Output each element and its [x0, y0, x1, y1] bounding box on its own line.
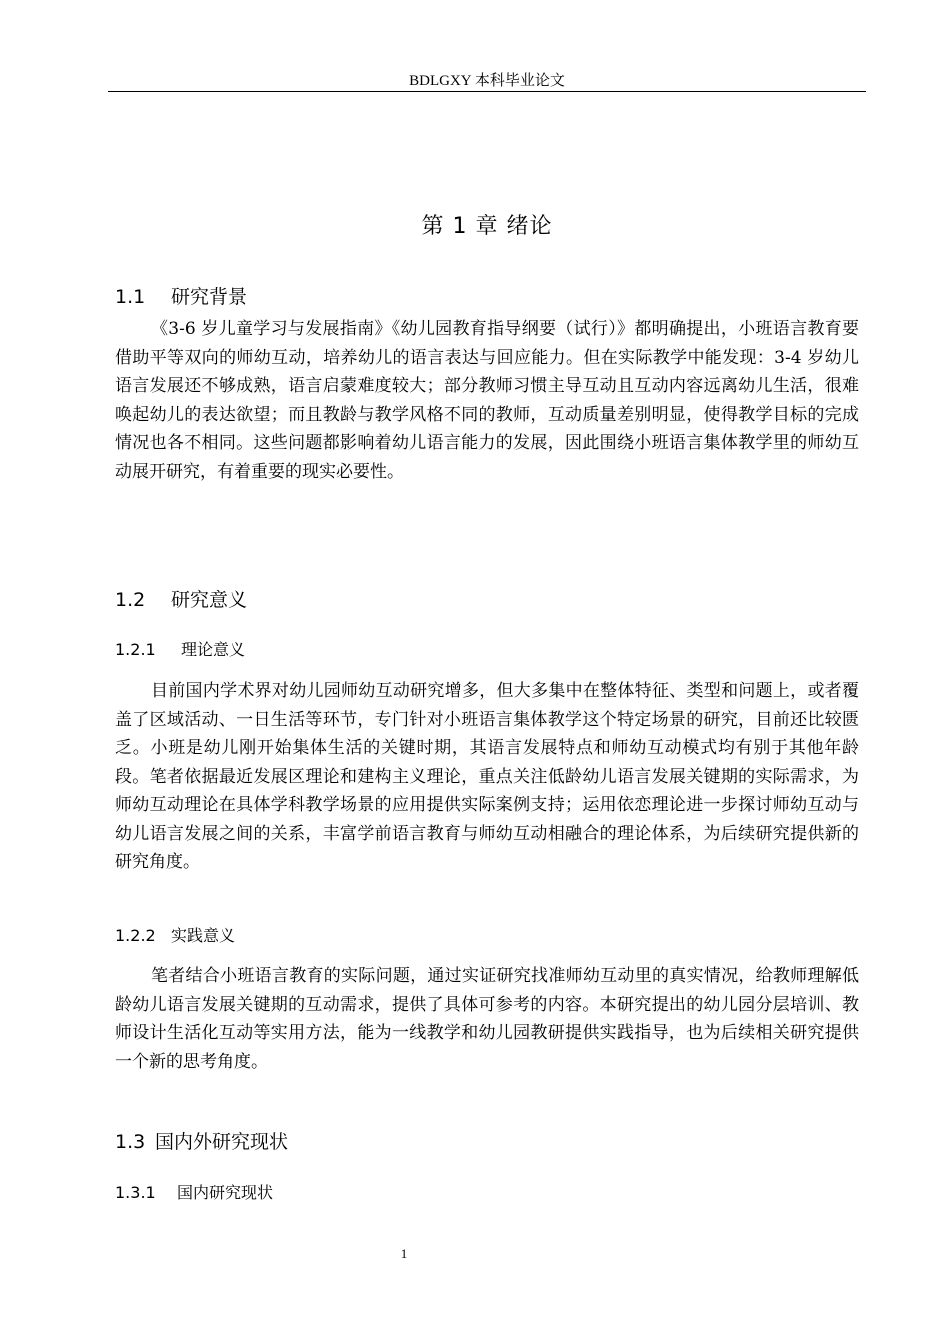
page-number: 1 [400, 1246, 408, 1261]
header-rule [108, 91, 866, 92]
section-title: 国内外研究现状 [155, 1131, 289, 1153]
section-number: 1.2 [115, 589, 146, 611]
subsection-number: 1.3.1 [115, 1183, 156, 1202]
subsection-number: 1.2.1 [115, 640, 156, 659]
paragraph-practical-significance: 笔者结合小班语言教育的实际问题，通过实证研究找准师幼互动里的真实情况，给教师理解低龄幼儿语言发展关键期的互动需求，提供了具体可参考的内容。本研究提出的幼儿园分层培训、教师设计生活化互动等实用方法，能为一线教学和幼儿园教研提供实践指导，也为后续相关研究提供一个新的思考角度。 [115, 966, 859, 1072]
subsection-title: 理论意义 [181, 640, 246, 659]
section-heading-1-1 [115, 284, 247, 310]
running-header: BDLGXY 本科毕业论文 [409, 73, 565, 89]
section-title: 研究背景 [171, 286, 248, 308]
section-title: 研究意义 [171, 589, 248, 611]
subsection-heading-1-2-1 [115, 639, 245, 661]
subsection-number: 1.2.2 [115, 926, 156, 945]
section-number: 1.3 [115, 1131, 146, 1153]
paragraph-research-background: 《3-6 岁儿童学习与发展指南》《幼儿园教育指导纲要（试行）》都明确提出，小班语言教育要借助平等双向的师幼互动，培养幼儿的语言表达与回应能力。但在实际教学中能发现：3-4 岁幼儿语言发展还不够成熟，语言启蒙难度较大；部分教师习惯主导互动且互动内容远离幼儿生活，很难唤起幼儿的表达欲望；而且教龄与教学风格不同的教师，互动质量差别明显，使得教学目标的完成情况也各不相同。这些问题都影响着幼儿语言能力的发展，因此围绕小班语言集体教学里的师幼互动展开研究，有着重要的现实必要性。 [115, 319, 859, 482]
section-number: 1.1 [115, 286, 146, 308]
subsection-title: 实践意义 [171, 926, 236, 945]
subsection-heading-1-2-2 [115, 925, 235, 947]
paragraph-theoretical-significance: 目前国内学术界对幼儿园师幼互动研究增多，但大多集中在整体特征、类型和问题上，或者覆盖了区域活动、一日生活等环节，专门针对小班语言集体教学这个特定场景的研究，目前还比较匮乏。小班是幼儿刚开始集体生活的关键时期，其语言发展特点和师幼互动模式均有别于其他年龄段。笔者依据最近发展区理论和建构主义理论，重点关注低龄幼儿语言发展关键期的实际需求，为师幼互动理论在具体学科教学场景的应用提供实际案例支持；运用依恋理论进一步探讨师幼互动与幼儿语言发展之间的关系，丰富学前语言教育与师幼互动相融合的理论体系，为后续研究提供新的研究角度。 [115, 681, 859, 872]
subsection-title: 国内研究现状 [177, 1183, 274, 1202]
section-heading-1-3 [115, 1129, 288, 1155]
subsection-heading-1-3-1 [115, 1182, 273, 1204]
section-heading-1-2 [115, 587, 247, 613]
chapter-title: 第 1 章 绪论 [421, 214, 553, 239]
